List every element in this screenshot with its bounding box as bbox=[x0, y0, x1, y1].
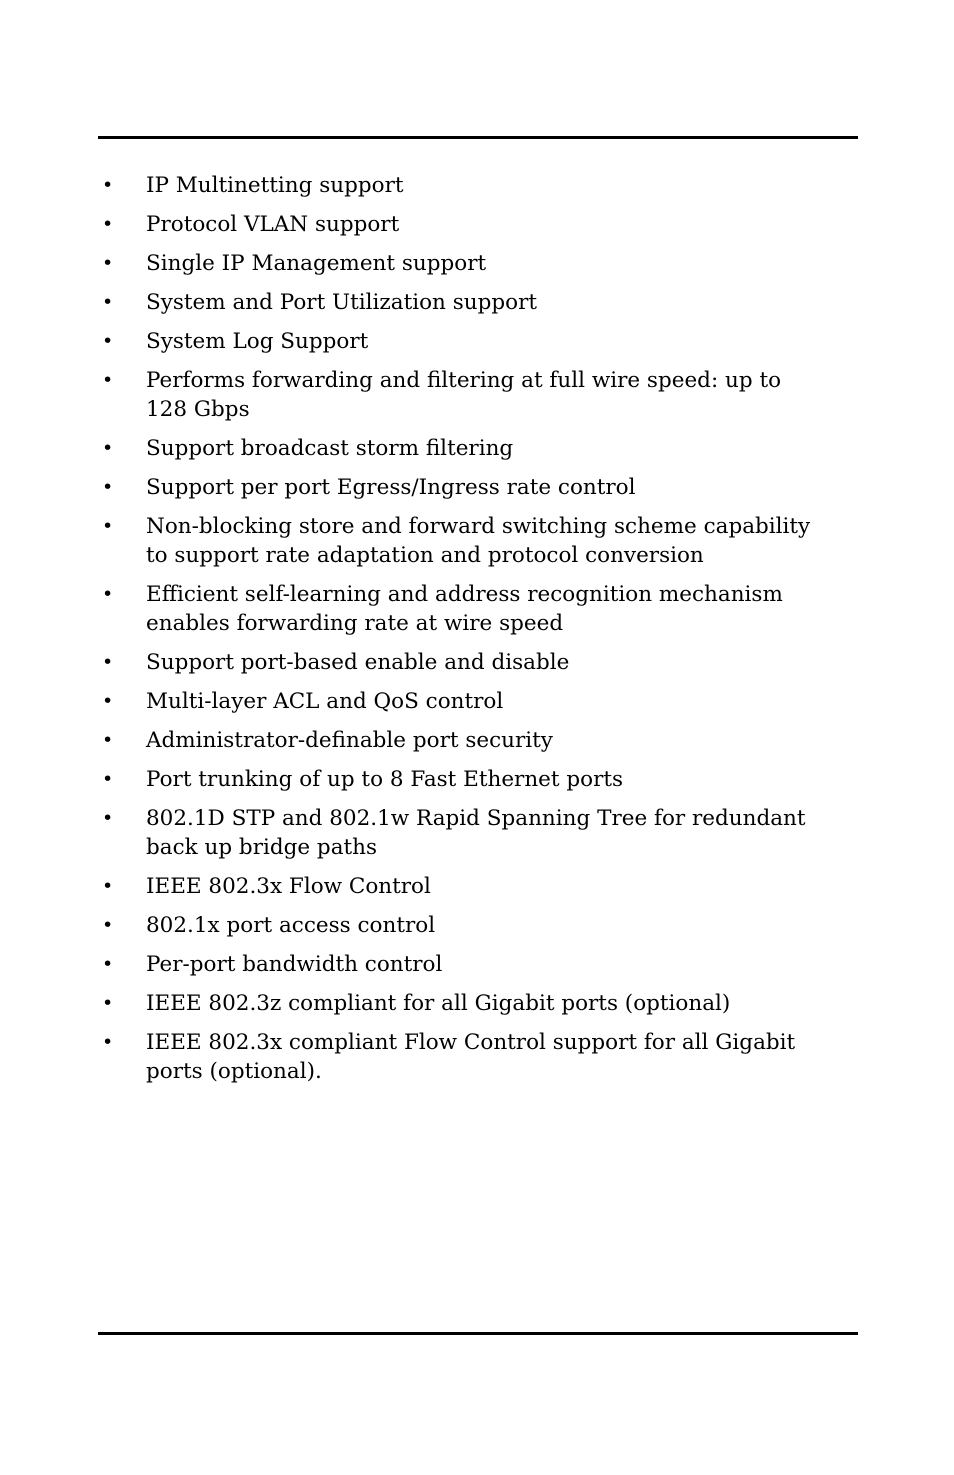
feature-item bbox=[98, 580, 828, 638]
feature-text: IP Multinetting support bbox=[146, 173, 404, 198]
feature-item bbox=[98, 804, 828, 862]
feature-item bbox=[98, 648, 828, 677]
bullet-icon: • bbox=[102, 515, 114, 537]
feature-item bbox=[98, 950, 828, 979]
feature-text: IEEE 802.3z compliant for all Gigabit ports (optional) bbox=[146, 991, 731, 1016]
feature-item bbox=[98, 911, 828, 940]
feature-item bbox=[98, 1028, 828, 1086]
feature-item bbox=[98, 473, 828, 502]
bullet-icon: • bbox=[102, 992, 114, 1014]
feature-item bbox=[98, 434, 828, 463]
feature-item bbox=[98, 366, 828, 424]
feature-text: IEEE 802.3x compliant Flow Control support for all Gigabit ports (optional). bbox=[146, 1030, 796, 1084]
feature-text: Per-port bandwidth control bbox=[146, 952, 443, 977]
feature-text: Protocol VLAN support bbox=[146, 212, 400, 237]
feature-text: Single IP Management support bbox=[146, 251, 487, 276]
feature-text: 802.1x port access control bbox=[146, 913, 436, 938]
bullet-icon: • bbox=[102, 213, 114, 235]
bullet-icon: • bbox=[102, 174, 114, 196]
feature-text: Non-blocking store and forward switching scheme capability to support rate adaptation and protocol conversion bbox=[146, 514, 811, 568]
feature-item bbox=[98, 512, 828, 570]
footer-rule bbox=[98, 1332, 858, 1335]
feature-item bbox=[98, 687, 828, 716]
feature-item bbox=[98, 989, 828, 1018]
feature-text: Multi-layer ACL and QoS control bbox=[146, 689, 504, 714]
feature-text: Support per port Egress/Ingress rate control bbox=[146, 475, 636, 500]
bullet-icon: • bbox=[102, 875, 114, 897]
feature-item bbox=[98, 327, 828, 356]
feature-list bbox=[98, 171, 828, 1096]
bullet-icon: • bbox=[102, 476, 114, 498]
bullet-icon: • bbox=[102, 437, 114, 459]
feature-text: System and Port Utilization support bbox=[146, 290, 537, 315]
feature-item bbox=[98, 765, 828, 794]
feature-item bbox=[98, 171, 828, 200]
feature-text: Support broadcast storm filtering bbox=[146, 436, 514, 461]
feature-text: System Log Support bbox=[146, 329, 369, 354]
feature-item bbox=[98, 872, 828, 901]
bullet-icon: • bbox=[102, 807, 114, 829]
header-rule bbox=[98, 136, 858, 139]
feature-text: IEEE 802.3x Flow Control bbox=[146, 874, 431, 899]
feature-text: 802.1D STP and 802.1w Rapid Spanning Tree for redundant back up bridge paths bbox=[146, 806, 806, 860]
bullet-icon: • bbox=[102, 330, 114, 352]
feature-text: Port trunking of up to 8 Fast Ethernet ports bbox=[146, 767, 624, 792]
feature-text: Administrator-definable port security bbox=[146, 728, 553, 753]
feature-item bbox=[98, 726, 828, 755]
bullet-icon: • bbox=[102, 369, 114, 391]
bullet-icon: • bbox=[102, 690, 114, 712]
feature-item bbox=[98, 249, 828, 278]
bullet-icon: • bbox=[102, 953, 114, 975]
bullet-icon: • bbox=[102, 729, 114, 751]
feature-item bbox=[98, 210, 828, 239]
feature-item bbox=[98, 288, 828, 317]
bullet-icon: • bbox=[102, 651, 114, 673]
bullet-icon: • bbox=[102, 768, 114, 790]
feature-text: Efficient self-learning and address recognition mechanism enables forwarding rate at wire speed bbox=[146, 582, 783, 636]
feature-text: Support port-based enable and disable bbox=[146, 650, 570, 675]
bullet-icon: • bbox=[102, 583, 114, 605]
bullet-icon: • bbox=[102, 1031, 114, 1053]
feature-text: Performs forwarding and filtering at full wire speed: up to 128 Gbps bbox=[146, 368, 782, 422]
bullet-icon: • bbox=[102, 291, 114, 313]
bullet-icon: • bbox=[102, 914, 114, 936]
bullet-icon: • bbox=[102, 252, 114, 274]
